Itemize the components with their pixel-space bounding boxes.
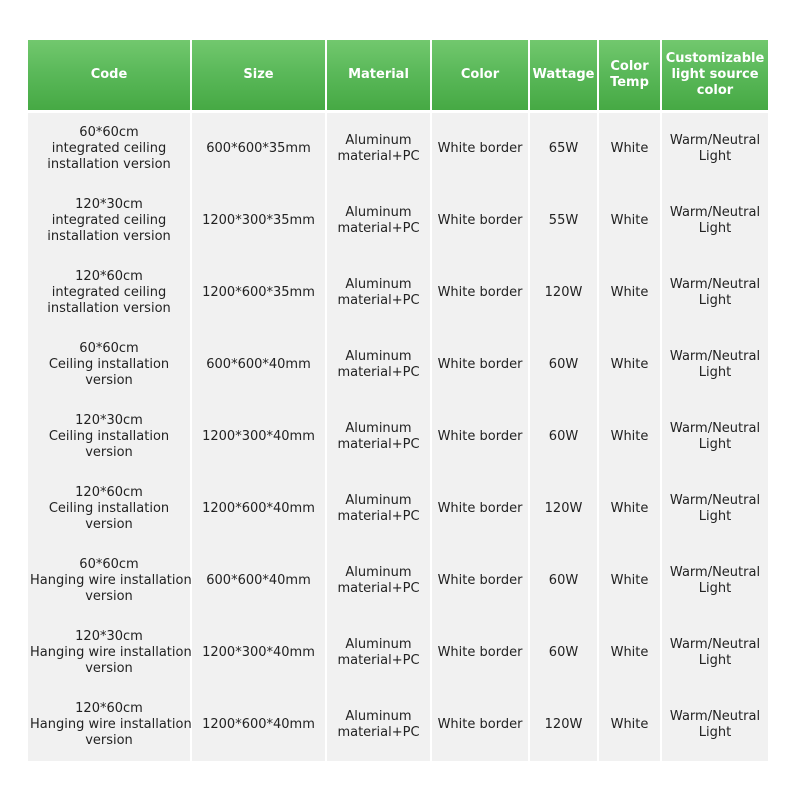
code-cell — [28, 329, 190, 401]
material-cell — [327, 473, 430, 545]
cell-text: White — [610, 285, 649, 300]
cell-text: 55W — [548, 213, 579, 228]
cell-text: 1200*300*40mm — [202, 429, 315, 444]
table-row — [28, 185, 768, 257]
cell-text: White — [610, 141, 649, 156]
cell-text: White border — [437, 357, 523, 372]
customizable-cell — [662, 545, 768, 617]
material-cell — [327, 113, 430, 185]
color-cell — [432, 329, 528, 401]
column-header-label: light source — [671, 67, 759, 82]
table-header-row — [28, 40, 768, 113]
customizable-cell — [662, 473, 768, 545]
cell-text: 120*30cm — [75, 413, 143, 428]
cell-text: Warm/Neutral — [669, 565, 761, 580]
column-header-label: Material — [348, 67, 409, 82]
column-header-label: Wattage — [532, 67, 595, 82]
material-cell — [327, 689, 430, 761]
table-row — [28, 545, 768, 617]
cell-text: White — [610, 717, 649, 732]
code-cell — [28, 113, 190, 185]
wattage-cell — [530, 473, 597, 545]
color-temp-cell — [599, 401, 660, 473]
size-cell — [192, 329, 325, 401]
cell-text: 120*60cm — [75, 269, 143, 284]
cell-text: Hanging wire installation — [30, 717, 192, 732]
cell-text: Warm/Neutral — [669, 277, 761, 292]
cell-text: White — [610, 357, 649, 372]
color-cell — [432, 185, 528, 257]
cell-text: 60W — [548, 357, 579, 372]
column-header-wattage — [530, 40, 597, 113]
cell-text: Hanging wire installation — [30, 573, 192, 588]
wattage-cell — [530, 689, 597, 761]
color-cell — [432, 689, 528, 761]
cell-text: material+PC — [337, 437, 420, 452]
material-cell — [327, 185, 430, 257]
cell-text: 120*60cm — [75, 485, 143, 500]
cell-text: material+PC — [337, 509, 420, 524]
column-header-color-temp — [599, 40, 660, 113]
cell-text: Ceiling installation — [48, 357, 170, 372]
color-temp-cell — [599, 689, 660, 761]
cell-text: 60W — [548, 573, 579, 588]
cell-text: White border — [437, 573, 523, 588]
cell-text: material+PC — [337, 221, 420, 236]
table-row — [28, 689, 768, 761]
cell-text: Light — [698, 437, 732, 452]
code-cell — [28, 401, 190, 473]
wattage-cell — [530, 545, 597, 617]
column-header-code — [28, 40, 190, 113]
cell-text: Light — [698, 509, 732, 524]
column-header-customizable — [662, 40, 768, 113]
material-cell — [327, 617, 430, 689]
cell-text: integrated ceiling — [51, 141, 167, 156]
column-header-label: Code — [90, 67, 128, 82]
cell-text: White — [610, 501, 649, 516]
cell-text: 1200*300*35mm — [202, 213, 315, 228]
wattage-cell — [530, 329, 597, 401]
cell-text: Light — [698, 653, 732, 668]
cell-text: 600*600*35mm — [206, 141, 311, 156]
code-cell — [28, 689, 190, 761]
cell-text: 120W — [544, 717, 583, 732]
cell-text: Warm/Neutral — [669, 421, 761, 436]
cell-text: material+PC — [337, 293, 420, 308]
cell-text: 1200*600*35mm — [202, 285, 315, 300]
size-cell — [192, 545, 325, 617]
cell-text: Warm/Neutral — [669, 709, 761, 724]
code-cell — [28, 473, 190, 545]
cell-text: White — [610, 213, 649, 228]
column-header-material — [327, 40, 430, 113]
cell-text: 600*600*40mm — [206, 573, 311, 588]
table-row — [28, 617, 768, 689]
cell-text: Light — [698, 221, 732, 236]
cell-text: material+PC — [337, 581, 420, 596]
column-header-label: Color — [460, 67, 500, 82]
cell-text: Aluminum — [345, 421, 412, 436]
product-spec-table — [26, 40, 770, 761]
cell-text: Warm/Neutral — [669, 637, 761, 652]
cell-text: 120W — [544, 501, 583, 516]
table-row — [28, 473, 768, 545]
cell-text: Aluminum — [345, 349, 412, 364]
cell-text: version — [85, 733, 133, 748]
size-cell — [192, 617, 325, 689]
cell-text: version — [85, 445, 133, 460]
customizable-cell — [662, 113, 768, 185]
code-cell — [28, 257, 190, 329]
cell-text: material+PC — [337, 725, 420, 740]
column-header-size — [192, 40, 325, 113]
color-cell — [432, 401, 528, 473]
cell-text: material+PC — [337, 653, 420, 668]
wattage-cell — [530, 113, 597, 185]
cell-text: version — [85, 589, 133, 604]
cell-text: Light — [698, 365, 732, 380]
column-header-label: Customizable — [665, 51, 765, 66]
material-cell — [327, 545, 430, 617]
cell-text: White border — [437, 213, 523, 228]
cell-text: Hanging wire installation — [30, 645, 192, 660]
customizable-cell — [662, 401, 768, 473]
cell-text: Aluminum — [345, 709, 412, 724]
customizable-cell — [662, 185, 768, 257]
cell-text: 60*60cm — [79, 125, 139, 140]
cell-text: 1200*300*40mm — [202, 645, 315, 660]
size-cell — [192, 689, 325, 761]
cell-text: White border — [437, 717, 523, 732]
cell-text: Light — [698, 725, 732, 740]
cell-text: 120W — [544, 285, 583, 300]
color-temp-cell — [599, 257, 660, 329]
size-cell — [192, 473, 325, 545]
cell-text: Aluminum — [345, 637, 412, 652]
column-header-label: Temp — [610, 75, 649, 90]
cell-text: White border — [437, 141, 523, 156]
color-temp-cell — [599, 545, 660, 617]
color-cell — [432, 257, 528, 329]
cell-text: 120*30cm — [75, 197, 143, 212]
wattage-cell — [530, 401, 597, 473]
cell-text: Ceiling installation — [48, 429, 170, 444]
cell-text: White border — [437, 285, 523, 300]
cell-text: 60W — [548, 429, 579, 444]
cell-text: installation version — [47, 301, 171, 316]
cell-text: Aluminum — [345, 133, 412, 148]
size-cell — [192, 401, 325, 473]
customizable-cell — [662, 257, 768, 329]
color-cell — [432, 617, 528, 689]
wattage-cell — [530, 257, 597, 329]
cell-text: White border — [437, 501, 523, 516]
cell-text: Light — [698, 581, 732, 596]
table-row — [28, 257, 768, 329]
cell-text: material+PC — [337, 365, 420, 380]
cell-text: Aluminum — [345, 205, 412, 220]
cell-text: integrated ceiling — [51, 213, 167, 228]
material-cell — [327, 401, 430, 473]
color-cell — [432, 113, 528, 185]
cell-text: White — [610, 429, 649, 444]
column-header-label: color — [696, 83, 734, 98]
color-temp-cell — [599, 113, 660, 185]
cell-text: Ceiling installation — [48, 501, 170, 516]
cell-text: Aluminum — [345, 493, 412, 508]
customizable-cell — [662, 329, 768, 401]
cell-text: integrated ceiling — [51, 285, 167, 300]
cell-text: version — [85, 661, 133, 676]
cell-text: 65W — [548, 141, 579, 156]
color-cell — [432, 473, 528, 545]
column-header-label: Color — [610, 59, 649, 74]
cell-text: Warm/Neutral — [669, 493, 761, 508]
table-row — [28, 401, 768, 473]
wattage-cell — [530, 617, 597, 689]
cell-text: White border — [437, 429, 523, 444]
cell-text: 60W — [548, 645, 579, 660]
cell-text: installation version — [47, 157, 171, 172]
table-row — [28, 329, 768, 401]
code-cell — [28, 545, 190, 617]
cell-text: Aluminum — [345, 277, 412, 292]
customizable-cell — [662, 617, 768, 689]
table-row — [28, 113, 768, 185]
cell-text: Warm/Neutral — [669, 133, 761, 148]
spec-table-container — [28, 40, 770, 761]
column-header-color — [432, 40, 528, 113]
cell-text: 600*600*40mm — [206, 357, 311, 372]
cell-text: White — [610, 573, 649, 588]
customizable-cell — [662, 689, 768, 761]
wattage-cell — [530, 185, 597, 257]
color-temp-cell — [599, 329, 660, 401]
cell-text: 120*30cm — [75, 629, 143, 644]
code-cell — [28, 617, 190, 689]
cell-text: version — [85, 373, 133, 388]
cell-text: Warm/Neutral — [669, 349, 761, 364]
cell-text: Light — [698, 293, 732, 308]
cell-text: Light — [698, 149, 732, 164]
code-cell — [28, 185, 190, 257]
color-temp-cell — [599, 617, 660, 689]
cell-text: 1200*600*40mm — [202, 501, 315, 516]
cell-text: White — [610, 645, 649, 660]
cell-text: version — [85, 517, 133, 532]
cell-text: material+PC — [337, 149, 420, 164]
cell-text: 60*60cm — [79, 557, 139, 572]
cell-text: installation version — [47, 229, 171, 244]
cell-text: 120*60cm — [75, 701, 143, 716]
cell-text: 1200*600*40mm — [202, 717, 315, 732]
cell-text: Aluminum — [345, 565, 412, 580]
color-temp-cell — [599, 185, 660, 257]
table-body — [28, 113, 768, 761]
cell-text: White border — [437, 645, 523, 660]
cell-text: 60*60cm — [79, 341, 139, 356]
size-cell — [192, 185, 325, 257]
cell-text: Warm/Neutral — [669, 205, 761, 220]
color-temp-cell — [599, 473, 660, 545]
size-cell — [192, 113, 325, 185]
material-cell — [327, 257, 430, 329]
size-cell — [192, 257, 325, 329]
material-cell — [327, 329, 430, 401]
column-header-label: Size — [243, 67, 274, 82]
color-cell — [432, 545, 528, 617]
